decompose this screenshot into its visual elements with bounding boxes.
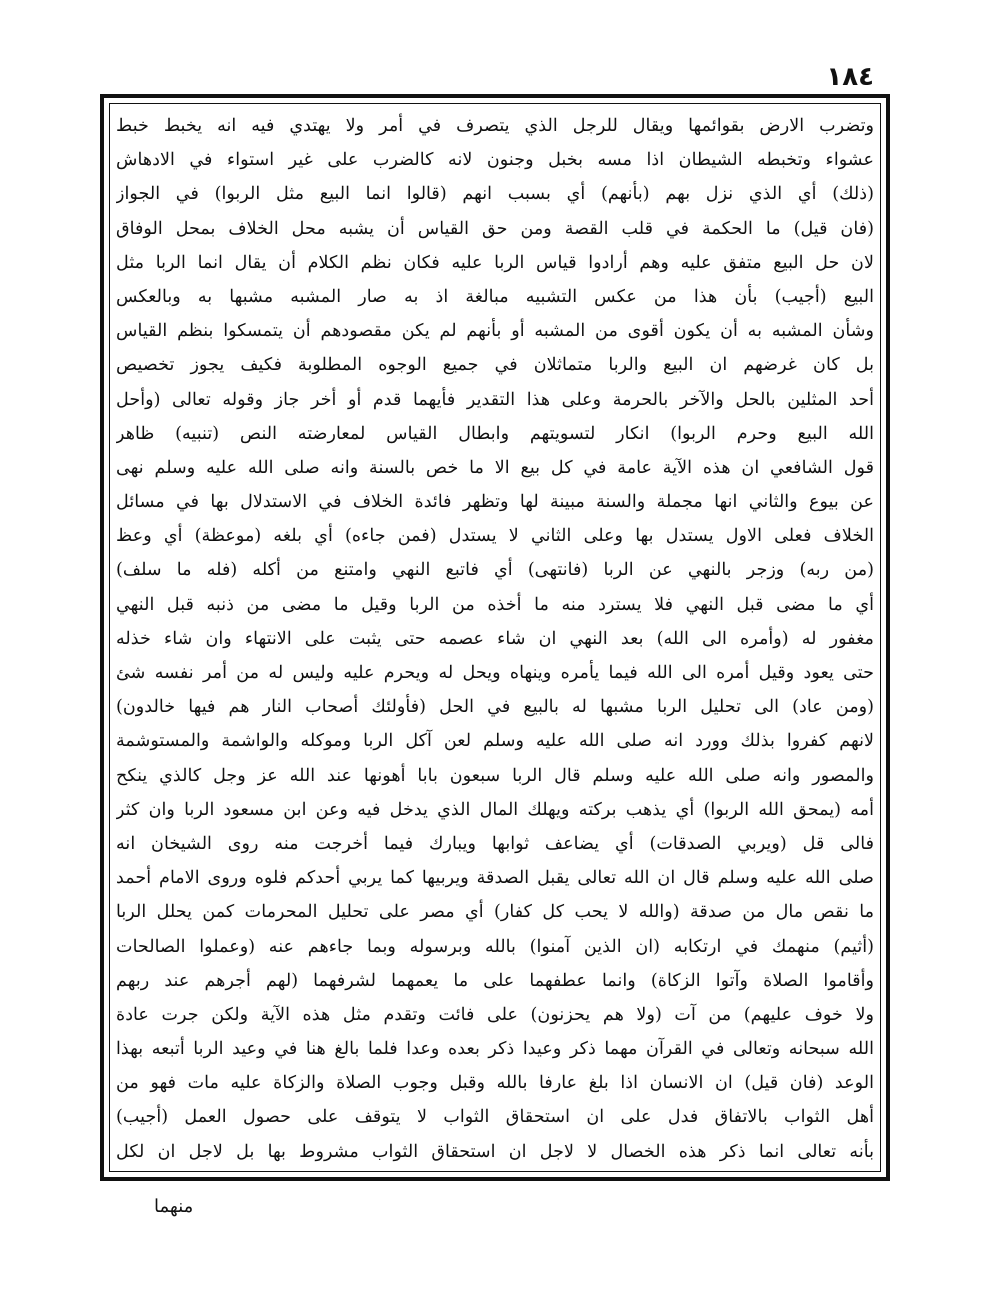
text-line: ما نقص مال من صدقة (والله لا يحب كل كفار) أي مصر على تحليل المحرمات كمن يحلل الربا <box>116 902 874 923</box>
text-line: (ذلك) أي الذي نزل بهم (بأنهم) أي بسبب انهم (قالوا انما البيع مثل الربوا) في الجواز <box>116 184 874 205</box>
text-line: بل كان غرضهم ان البيع والربا متماثلان في جميع الوجوه المطلوبة فكيف يجوز تخصيص <box>116 355 874 376</box>
text-line: لان حل البيع متفق عليه وهم أرادوا قياس الربا عليه فكان نظم الكلام أن يقال انما الربا مثل <box>116 252 874 273</box>
text-line: عن بيوع والثاني انها مجملة والسنة مبينة لها وتظهر فائدة الخلاف في الاستدلال بها في مسائل <box>116 492 874 513</box>
main-text-block <box>116 112 874 1167</box>
text-line: (ومن عاد) الى تحليل الربا مشبها له بالبيع في الحل (فأولئك أصحاب النار هم فيها خالدون) <box>116 697 874 718</box>
text-line: وأقاموا الصلاة وآتوا الزكاة) وانما عطفهما على ما يعمهما لشرفهما (لهم أجرهم عند ربهم <box>116 970 874 991</box>
text-line: الله سبحانه وتعالى في القرآن مهما ذكر وعيدا ذكر بعده وعدا فلما بالغ هنا في وعيد الربا أتبعه بهذا <box>116 1039 874 1060</box>
text-line: حتى يعود وقيل أمره الى الله فيما يأمره وينهاه ويحل له ويحرم عليه وليس له من أمر نفسه شئ <box>116 663 874 683</box>
text-line: (فان قيل) ما الحكمة في قلب القصة ومن حق القياس أن يشبه محل الخلاف بمحل الوفاق <box>116 218 874 239</box>
text-line: مغفور له (وأمره الى الله) بعد النهي ان شاء عصمه حتى يثبت على الانتهاء وان شاء خذله <box>116 628 874 649</box>
page-number: ١٨٤ <box>826 62 874 92</box>
text-line: والمصور وانه صلى الله عليه وسلم قال الربا سبعون بابا أهونها عند الله عز وجل كالذي ينكح <box>116 765 874 786</box>
text-line: البيع (أجيب) بأن هذا من عكس التشبيه مبالغة اذ به صار المشبه مشبها به وبالعكس <box>116 286 874 307</box>
text-line: وتضرب الارض بقوائمها ويقال للرجل الذي يتصرف في أمر ولا يهتدي فيه انه يخبط خبط <box>116 116 874 136</box>
text-line: صلى الله عليه وسلم قال ان الله تعالى يقبل الصدقة ويربيها كما يربي أحدكم فلوه وروى الامام أحمد <box>116 868 874 889</box>
text-line: بأنه تعالى انما ذكر هذه الخصال لا لاجل ان استحقاق الثواب مشروط بها بل لاجل ان لكل <box>116 1141 874 1162</box>
text-line: ولا خوف عليهم) من آت (ولا هم يحزنون) على فائت وتقدم مثل هذه الآية ولكن جرت عادة <box>116 1004 874 1025</box>
text-line: قول الشافعي ان هذه الآية عامة في كل بيع الا ما خص بالسنة وانه صلى الله عليه وسلم نهى <box>116 457 874 478</box>
text-line: أحد المثلين بالحل والآخر بالحرمة وعلى هذا التقدير فأيهما قدم أو أخر جاز وقوله تعالى (وأحل <box>116 389 874 410</box>
text-line: الوعد (فان قيل) ان الانسان اذا بلغ عارفا بالله وقبل وجوب الصلاة والزكاة عليه مات فهو من <box>116 1073 874 1094</box>
text-line: أي ما مضى قبل النهي فلا يسترد منه ما أخذه من الربا وقيل ما مضى من ذنبه قبل النهي <box>116 594 874 615</box>
text-line: لانهم كفروا بذلك وورد انه صلى الله عليه وسلم لعن آكل الربا وموكله والواشمة والمستوشمة <box>116 731 874 752</box>
text-line: أمه (يمحق الله الربوا) أي يذهب بركته ويهلك المال الذي يدخل فيه وعن ابن مسعود الربا وان كثر <box>116 799 874 820</box>
page-frame <box>100 94 890 1181</box>
text-line: وشأن المشبه به أن يكون أقوى من المشبه أو بأنهم لم يكن مقصودهم أن يتمسكوا بنظم القياس <box>116 321 874 342</box>
text-line: فالى قل (ويربي الصدقات) أي يضاعف ثوابها ويبارك فيما أخرجت منه روى الشيخان انه <box>116 833 874 854</box>
text-line: أهل الثواب بالاتفاق فدل على ان استحقاق الثواب لا يتوقف على حصول العمل (أجيب) <box>116 1107 874 1128</box>
text-line: (أثيم) منهمك في ارتكابه (ان الذين آمنوا) بالله وبرسوله وبما جاءهم عنه (وعملوا الصالحات <box>116 936 874 957</box>
text-line: الخلاف فعلى الاول يستدل بها وعلى الثاني لا يستدل (فمن جاءه) أي بلغه (موعظة) أي وعظ <box>116 526 874 547</box>
text-line: عشواء وتخبطه الشيطان اذا مسه بخبل وجنون لانه كالضرب على غير استواء في الادهاش <box>116 150 874 171</box>
catchword: منهما <box>154 1196 194 1217</box>
text-line: الله البيع وحرم الربوا) انكار لتسويتهم وابطال القياس لمعارضته النص (تنبيه) ظاهر <box>116 423 874 444</box>
text-line: (من ربه) وزجر بالنهي عن الربا (فانتهى) أي فاتبع النهي وامتنع من أكله (فله ما سلف) <box>116 560 874 581</box>
